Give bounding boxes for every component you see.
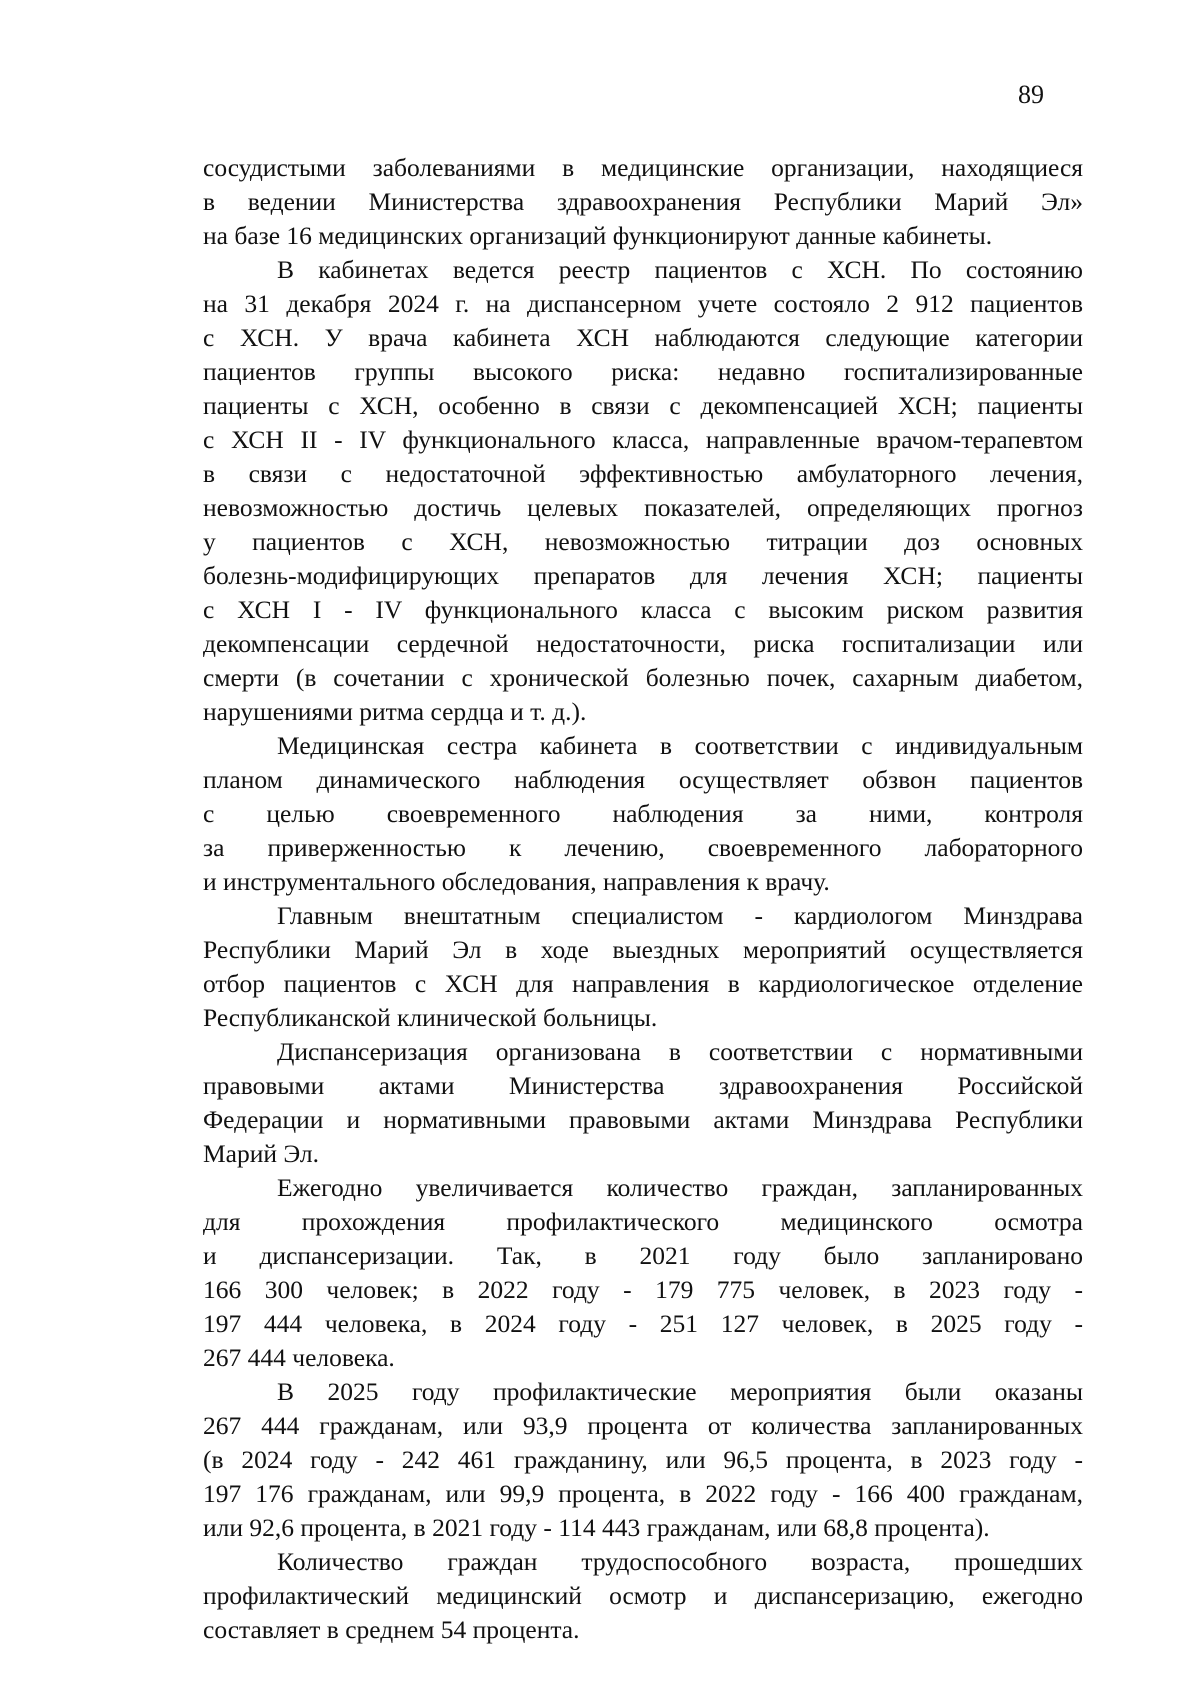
text-line: с ХСН I - IV функционального класса с высоким риском развития [203, 595, 1083, 624]
text-line: у пациентов с ХСН, невозможностью титрации доз основных [203, 527, 1083, 556]
text-line: 166 300 человек; в 2022 году - 179 775 человек, в 2023 году - [203, 1275, 1083, 1304]
document-body [203, 151, 1083, 1647]
text-line: пациентов группы высокого риска: недавно госпитализированные [203, 357, 1083, 386]
text-line: за приверженностью к лечению, своевременного лабораторного [203, 833, 1083, 862]
text-line: В кабинетах ведется реестр пациентов с ХСН. По состоянию [277, 255, 1083, 284]
text-line: пациенты с ХСН, особенно в связи с декомпенсацией ХСН; пациенты [203, 391, 1083, 420]
text-line: 267 444 человека. [203, 1343, 395, 1372]
text-line: (в 2024 году - 242 461 гражданину, или 96,5 процента, в 2023 году - [203, 1445, 1083, 1474]
text-line: Федерации и нормативными правовыми актами Минздрава Республики [203, 1105, 1083, 1134]
page-number: 89 [1018, 80, 1044, 109]
text-line: Медицинская сестра кабинета в соответствии с индивидуальным [277, 731, 1083, 760]
text-line: Марий Эл. [203, 1139, 320, 1168]
text-line: Республиканской клинической больницы. [203, 1003, 658, 1032]
text-line: составляет в среднем 54 процента. [203, 1615, 580, 1644]
text-line: смерти (в сочетании с хронической болезнью почек, сахарным диабетом, [203, 663, 1083, 692]
text-line: планом динамического наблюдения осуществляет обзвон пациентов [203, 765, 1083, 794]
text-line: на 31 декабря 2024 г. на диспансерном учете состояло 2 912 пациентов [203, 289, 1083, 318]
text-line: Ежегодно увеличивается количество граждан, запланированных [277, 1173, 1083, 1202]
text-line: болезнь-модифицирующих препаратов для лечения ХСН; пациенты [203, 561, 1083, 590]
text-line: или 92,6 процента, в 2021 году - 114 443 гражданам, или 68,8 процента). [203, 1513, 990, 1542]
text-line: правовыми актами Министерства здравоохранения Российской [203, 1071, 1083, 1100]
text-line: для прохождения профилактического медицинского осмотра [203, 1207, 1083, 1236]
text-line: 197 176 гражданам, или 99,9 процента, в 2022 году - 166 400 гражданам, [203, 1479, 1083, 1508]
text-line: Диспансеризация организована в соответствии с нормативными [277, 1037, 1083, 1066]
text-line: 267 444 гражданам, или 93,9 процента от количества запланированных [203, 1411, 1083, 1440]
text-line: Главным внештатным специалистом - кардиологом Минздрава [277, 901, 1083, 930]
text-line: невозможностью достичь целевых показателей, определяющих прогноз [203, 493, 1083, 522]
text-line: Количество граждан трудоспособного возраста, прошедших [277, 1547, 1083, 1576]
text-line: в связи с недостаточной эффективностью амбулаторного лечения, [203, 459, 1083, 488]
text-line: нарушениями ритма сердца и т. д.). [203, 697, 587, 726]
text-line: 197 444 человека, в 2024 году - 251 127 человек, в 2025 году - [203, 1309, 1083, 1338]
text-line: сосудистыми заболеваниями в медицинские организации, находящиеся [203, 153, 1083, 182]
text-line: отбор пациентов с ХСН для направления в кардиологическое отделение [203, 969, 1083, 998]
text-line: Республики Марий Эл в ходе выездных мероприятий осуществляется [203, 935, 1083, 964]
text-line: и инструментального обследования, направления к врачу. [203, 867, 830, 896]
text-line: на базе 16 медицинских организаций функционируют данные кабинеты. [203, 221, 993, 250]
text-line: с ХСН II - IV функционального класса, направленные врачом-терапевтом [203, 425, 1083, 454]
text-line: декомпенсации сердечной недостаточности, риска госпитализации или [203, 629, 1083, 658]
text-line: в ведении Министерства здравоохранения Республики Марий Эл» [203, 187, 1083, 216]
text-line: и диспансеризации. Так, в 2021 году было запланировано [203, 1241, 1083, 1270]
text-line: В 2025 году профилактические мероприятия были оказаны [277, 1377, 1083, 1406]
text-line: профилактический медицинский осмотр и диспансеризацию, ежегодно [203, 1581, 1083, 1610]
text-line: с ХСН. У врача кабинета ХСН наблюдаются следующие категории [203, 323, 1083, 352]
text-line: с целью своевременного наблюдения за ними, контроля [203, 799, 1083, 828]
